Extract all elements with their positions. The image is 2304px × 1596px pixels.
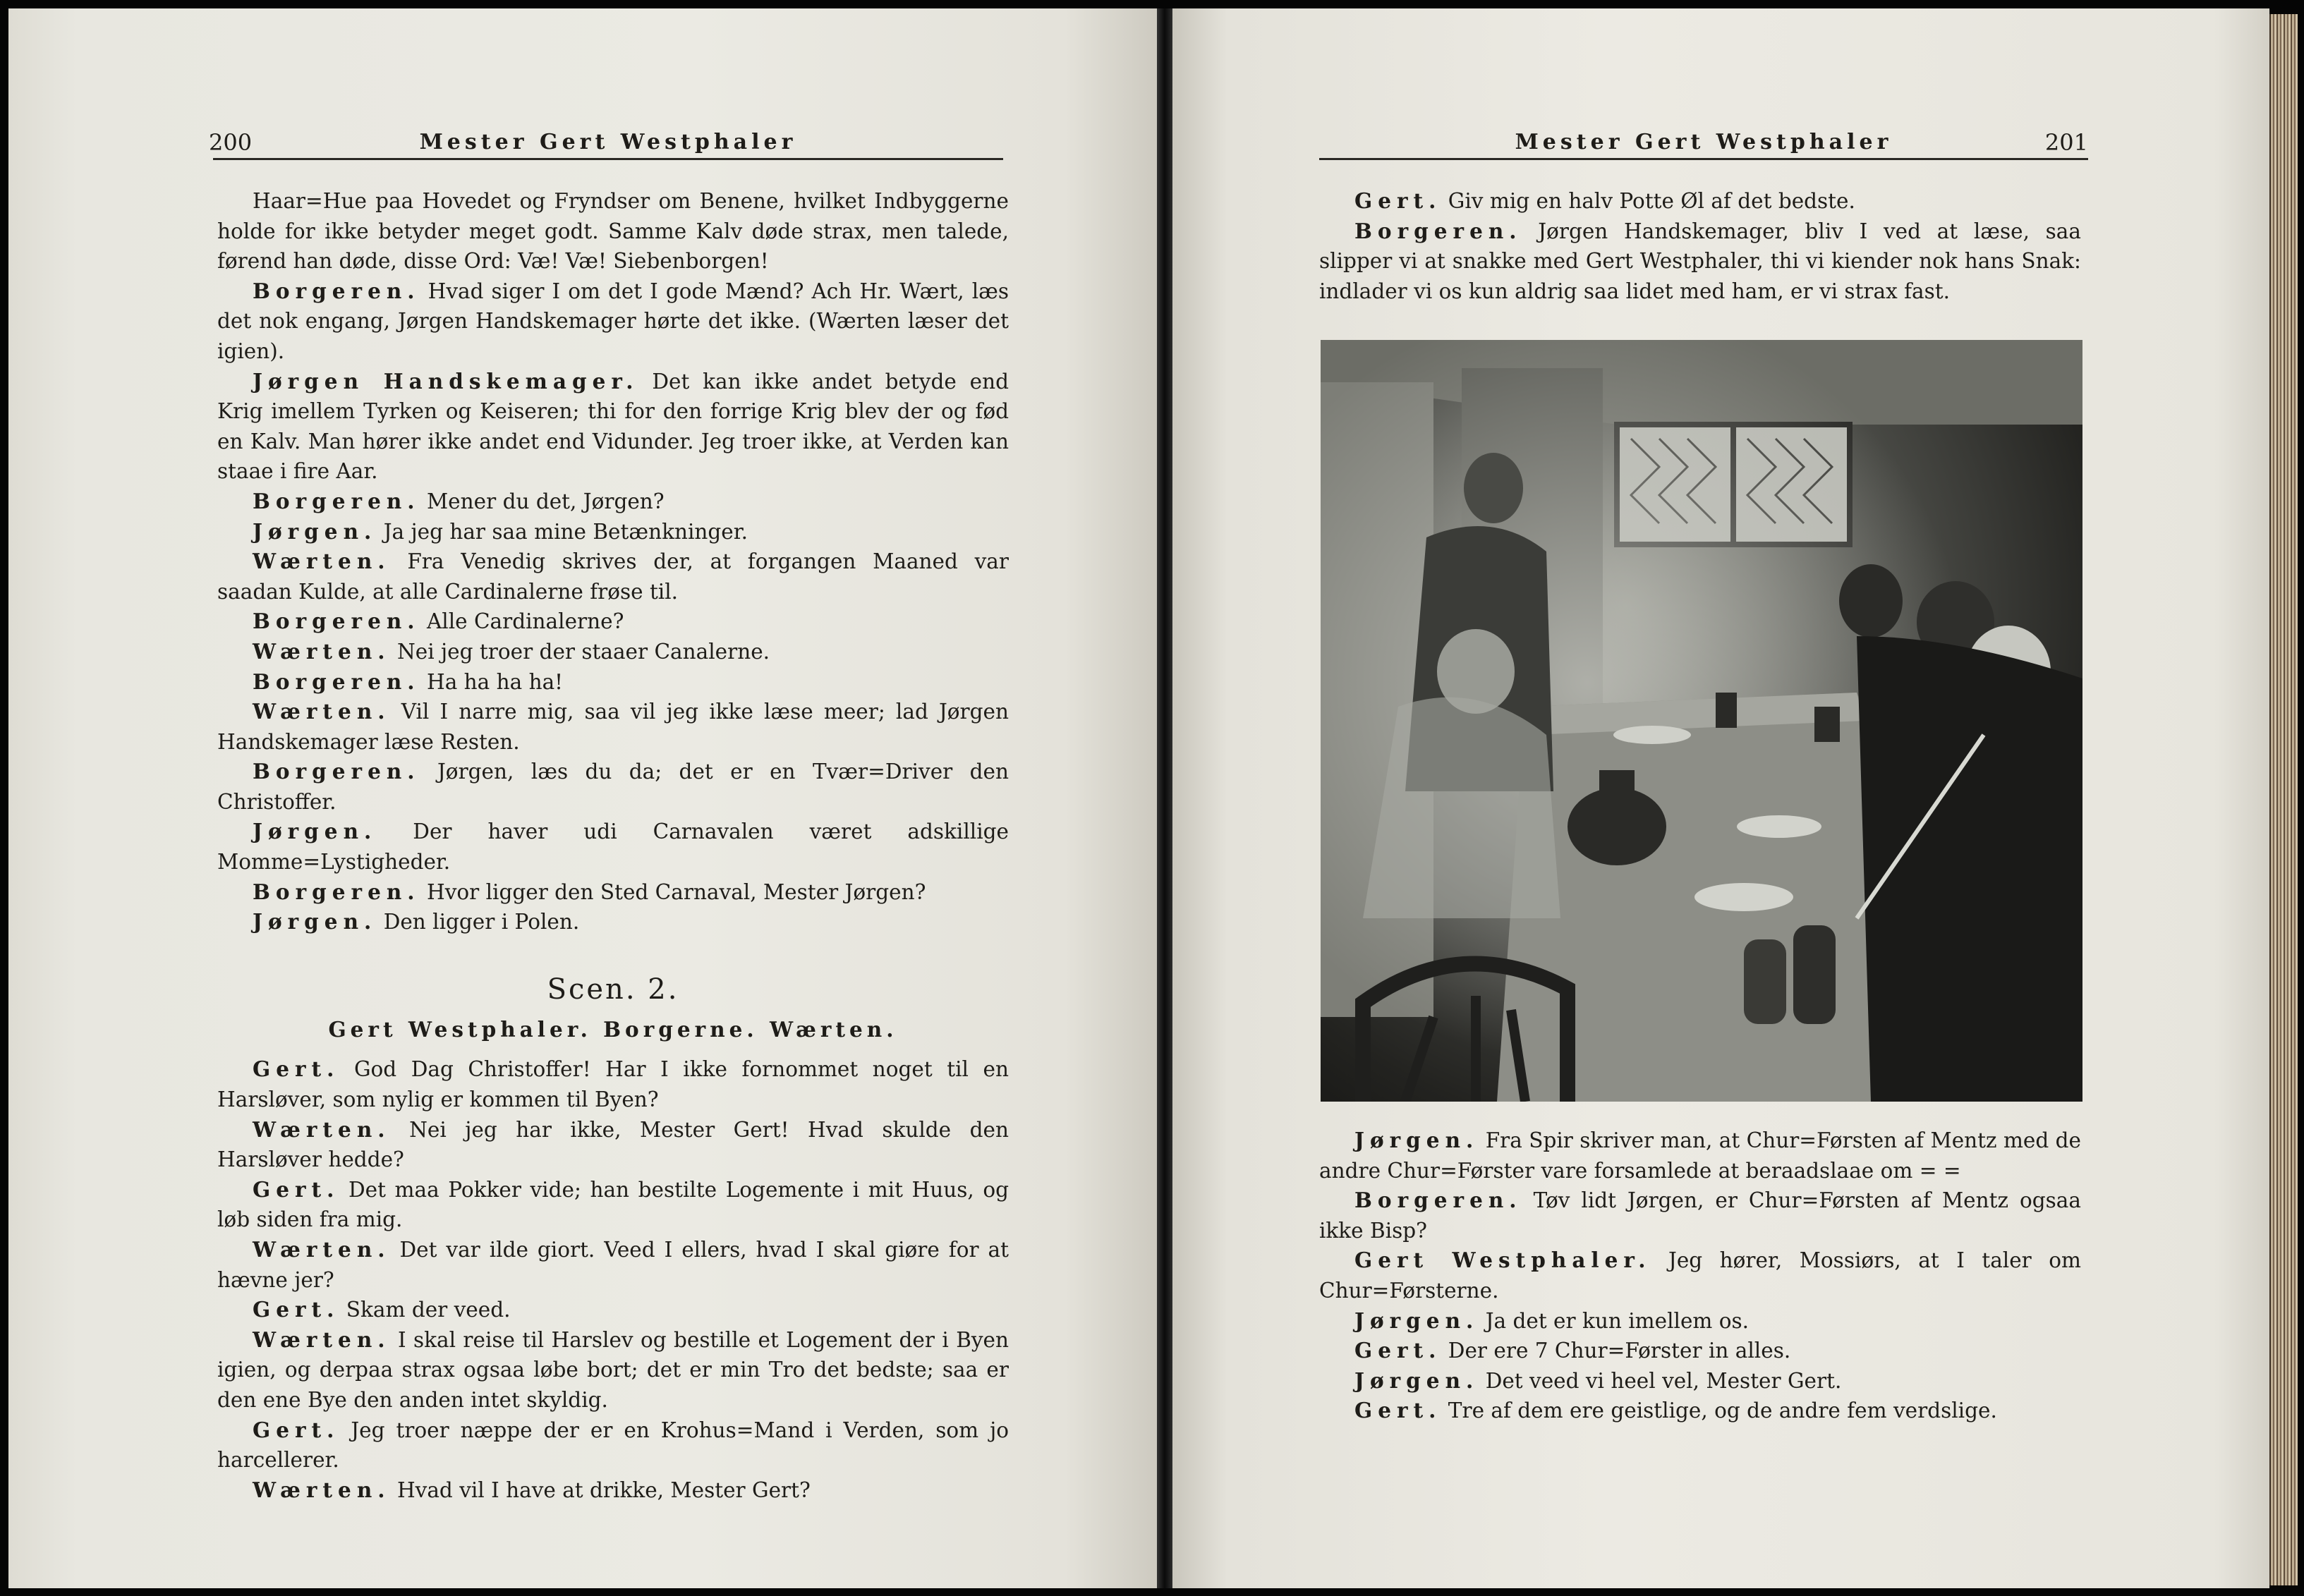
speaker-name: Borgeren.	[253, 669, 420, 694]
speech-text: Giv mig en halv Potte Øl af det bedste.	[1448, 189, 1855, 213]
book-page-edges	[2269, 14, 2298, 1585]
dialogue-paragraph	[1319, 217, 2081, 307]
speaker-name: Borgeren.	[253, 879, 420, 904]
speech-text: Hvad siger I om det I gode Mænd? Ach Hr. Wært, læs det nok engang, Jørgen Handskemager hørte det ikke. (Wærten læser det igien).	[217, 279, 1009, 363]
speech-text: Jeg troer næppe der er en Krohus=Mand i Verden, som jo harcellerer.	[217, 1418, 1009, 1473]
dialogue-paragraph	[217, 1295, 1009, 1325]
dialogue-paragraph	[1319, 1186, 2081, 1245]
dialogue-paragraph	[1319, 1396, 2081, 1426]
scene-title: Scen. 2.	[547, 973, 679, 1006]
speaker-name: Gert.	[1354, 1398, 1442, 1423]
speech-text: Ha ha ha ha!	[426, 669, 564, 694]
speaker-name: Wærten.	[253, 638, 391, 664]
tavern-scene-illustration	[1321, 340, 2082, 1102]
speech-text: Den ligger i Polen.	[383, 910, 580, 934]
tavern-scene-engraving-icon	[1321, 340, 2082, 1102]
speaker-name: Jørgen.	[1354, 1367, 1479, 1393]
speaker-name: Borgeren.	[1354, 218, 1522, 243]
left-running-head	[209, 127, 1003, 160]
dialogue-paragraph	[217, 517, 1009, 547]
speaker-name: Wærten.	[253, 1237, 391, 1262]
left-page	[8, 8, 1157, 1588]
speaker-name: Jørgen.	[1354, 1308, 1479, 1333]
speaker-name: Wærten.	[253, 1116, 391, 1142]
speech-text: Mener du det, Jørgen?	[426, 489, 665, 513]
speech-text: Hvad vil I have at drikke, Mester Gert?	[396, 1478, 811, 1502]
speech-text: Nei jeg har ikke, Mester Gert! Hvad skulde den Harsløver hedde?	[217, 1117, 1009, 1172]
speech-text: Det maa Pokker vide; han bestilte Logemente i mit Huus, og løb siden fra mig.	[217, 1177, 1009, 1232]
speaker-name: Gert.	[1354, 188, 1442, 213]
dialogue-paragraph	[217, 877, 1009, 908]
speech-text: Hvor ligger den Sted Carnaval, Mester Jørgen?	[426, 879, 926, 904]
right-bottom-text	[1319, 1126, 2081, 1426]
dialogue-paragraph	[217, 1054, 1009, 1114]
speech-text: Nei jeg troer der staaer Canalerne.	[396, 639, 770, 664]
left-body-text	[217, 186, 1009, 1505]
dialogue-paragraph	[217, 1325, 1009, 1415]
speaker-name: Gert.	[253, 1056, 340, 1082]
speech-text: Fra Spir skriver man, at Chur=Førsten af Mentz med de andre Chur=Førster vare forsamlede at beraadslaae om = =	[1319, 1128, 2081, 1183]
speaker-name: Borgeren.	[1354, 1188, 1522, 1213]
right-page	[1172, 8, 2269, 1588]
dialogue-paragraph	[217, 757, 1009, 817]
dialogue-paragraph	[217, 367, 1009, 487]
dialogue-paragraph	[217, 1475, 1009, 1506]
speaker-name: Wærten.	[253, 549, 391, 574]
dialogue-paragraph	[217, 1415, 1009, 1475]
left-page-number: 200	[209, 129, 253, 156]
dialogue-paragraph	[217, 637, 1009, 667]
speech-text: Haar=Hue paa Hovedet og Fryndser om Benene, hvilket Indbyggerne holde for ikke betyder meget godt. Samme Kalv døde strax, men talede, førend han døde, disse Ord: Væ! Væ! Siebenborgen!	[217, 189, 1009, 274]
left-dialogue	[217, 186, 1009, 937]
speaker-name: Gert.	[253, 1297, 340, 1322]
dialogue-paragraph	[217, 186, 1009, 276]
speaker-name: Borgeren.	[253, 488, 420, 513]
speech-text: Jørgen Handskemager, bliv I ved at læse, saa slipper vi at snakke med Gert Westphaler, thi vi kiender nok hans Snak: indlader vi os kun aldrig saa lidet med ham, er vi strax fast.	[1319, 219, 2081, 303]
speaker-name: Wærten.	[253, 1477, 391, 1502]
speaker-name: Gert.	[253, 1176, 340, 1202]
speech-text: Alle Cardinalerne?	[426, 609, 624, 634]
dialogue-paragraph	[217, 907, 1009, 937]
speech-text: Det veed vi heel vel, Mester Gert.	[1485, 1368, 1842, 1393]
speech-text: Vil I narre mig, saa vil jeg ikke læse meer; lad Jørgen Handskemager læse Resten.	[217, 700, 1009, 754]
speaker-name: Borgeren.	[253, 609, 420, 634]
dialogue-paragraph	[217, 607, 1009, 637]
scene-cast: Gert Westphaler. Borgerne. Wærten.	[328, 1016, 898, 1042]
right-running-title: Mester Gert Westphaler	[1515, 130, 1893, 154]
dialogue-paragraph	[1319, 186, 2081, 217]
left-running-title: Mester Gert Westphaler	[419, 130, 797, 154]
speech-text: Jeg hører, Mossiørs, at I taler om Chur=Førsterne.	[1319, 1248, 2081, 1303]
speech-text: Der haver udi Carnavalen været adskillige Momme=Lystigheder.	[217, 820, 1009, 875]
dialogue-paragraph	[217, 487, 1009, 517]
speaker-name: Wærten.	[253, 699, 391, 724]
speech-text: I skal reise til Harslev og bestille et Logement der i Byen igien, og derpaa strax ogsaa løbe bort; det er min Tro det bedste; saa er den ene Bye den anden intet skyldig.	[217, 1327, 1009, 1412]
dialogue-paragraph	[217, 817, 1009, 877]
dialogue-paragraph	[217, 1115, 1009, 1175]
right-running-head	[1319, 127, 2088, 160]
dialogue-paragraph	[217, 667, 1009, 698]
dialogue-paragraph	[1319, 1126, 2081, 1186]
speaker-name: Gert.	[253, 1417, 340, 1442]
speaker-name: Borgeren.	[253, 759, 420, 784]
speech-text: Det kan ikke andet betyde end Krig imellem Tyrken og Keiseren; thi for den forrige Krig blev der og fød en Kalv. Man hører ikke andet end Vidunder. Jeg troer ikke, at Verden kan staae i fire Aar.	[217, 369, 1009, 484]
speech-text: Skam der veed.	[346, 1298, 511, 1322]
dialogue-paragraph	[217, 276, 1009, 367]
book-gutter	[1157, 8, 1172, 1588]
dialogue-paragraph	[1319, 1366, 2081, 1396]
dialogue-paragraph	[217, 697, 1009, 757]
dialogue-paragraph	[1319, 1306, 2081, 1336]
speaker-name: Gert.	[1354, 1338, 1442, 1363]
speaker-name: Jørgen.	[253, 819, 377, 844]
speech-text: Der ere 7 Chur=Førster in alles.	[1448, 1339, 1791, 1363]
speech-text: God Dag Christoffer! Har I ikke fornommet noget til en Harsløver, som nylig er kommen til Byen?	[217, 1057, 1009, 1112]
speech-text: Det var ilde giort. Veed I ellers, hvad I skal giøre for at hævne jer?	[217, 1238, 1009, 1292]
speech-text: Ja jeg har saa mine Betænkninger.	[383, 519, 748, 544]
speaker-name: Wærten.	[253, 1327, 391, 1352]
speech-text: Tøv lidt Jørgen, er Chur=Førsten af Mentz ogsaa ikke Bisp?	[1319, 1188, 2081, 1243]
speaker-name: Jørgen.	[253, 909, 377, 934]
scene-dialogue	[217, 1054, 1009, 1505]
dialogue-paragraph	[217, 1175, 1009, 1235]
speaker-name: Jørgen Handskemager.	[253, 368, 639, 394]
speaker-name: Borgeren.	[253, 278, 420, 303]
speech-text: Fra Venedig skrives der, at forgangen Maaned var saadan Kulde, at alle Cardinalerne frøse til.	[217, 549, 1009, 604]
speech-text: Jørgen, læs du da; det er en Tvær=Driver den Christoffer.	[217, 760, 1009, 814]
dialogue-paragraph	[217, 1235, 1009, 1295]
speaker-name: Jørgen.	[253, 518, 377, 544]
dialogue-paragraph	[217, 547, 1009, 607]
dialogue-paragraph	[1319, 1245, 2081, 1305]
speech-text: Tre af dem ere geistlige, og de andre fem verdslige.	[1448, 1399, 1997, 1423]
right-page-number: 201	[2044, 129, 2088, 156]
dialogue-paragraph	[1319, 1336, 2081, 1366]
right-top-text	[1319, 186, 2081, 306]
speaker-name: Jørgen.	[1354, 1128, 1479, 1152]
speaker-name: Gert Westphaler.	[1354, 1248, 1651, 1273]
speech-text: Ja det er kun imellem os.	[1485, 1308, 1750, 1333]
